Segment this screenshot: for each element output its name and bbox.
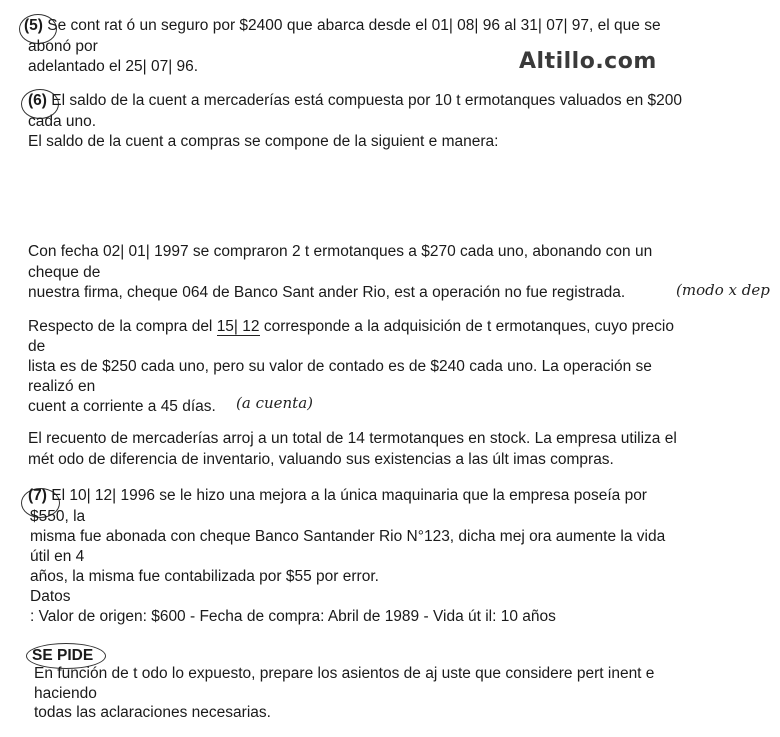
- item-6-p3-line-4: realizó en: [28, 378, 96, 395]
- item-5-line-3: adelantado el 25| 07| 96.: [28, 58, 199, 75]
- se-pide-line-2: haciendo: [34, 685, 97, 702]
- handwritten-note-modo: (modo x dep: [676, 281, 770, 299]
- item-number: (5): [24, 17, 43, 34]
- se-pide-heading: SE PIDE: [32, 647, 94, 664]
- item-6-p2-line-2: cheque de: [28, 264, 101, 281]
- item-7-line-5: años, la misma fue contabilizada por $55 por error.: [30, 568, 379, 585]
- item-6-p2-line-3: nuestra firma, cheque 064 de Banco Sant ander Rio, est a operación no fue registrada.: [28, 284, 626, 301]
- item-6-line-1: (6) El saldo de la cuent a mercaderías está compuesta por 10 t ermotanques valuados en $200: [28, 92, 682, 109]
- item-6-p3-line-2: de: [28, 338, 46, 355]
- item-6-p4-line-1: El recuento de mercaderías arroj a un total de 14 termotanques en stock. La empresa utiliza el: [28, 430, 677, 447]
- item-6-p4-line-2: mét odo de diferencia de inventario, valuando sus existencias a las últ imas compras.: [28, 451, 614, 468]
- item-7-line-2: $550, la: [30, 508, 86, 525]
- item-number: (6): [28, 92, 47, 109]
- se-pide-line-1: En función de t odo lo expuesto, prepare los asientos de aj uste que considere pert inent e: [34, 665, 655, 682]
- item-number: (7): [28, 487, 47, 504]
- handwritten-note-cuenta: (a cuenta): [236, 394, 313, 412]
- se-pide-line-3: todas las aclaraciones necesarias.: [34, 704, 271, 721]
- item-6-p3-line-5: cuent a corriente a 45 días.: [28, 398, 216, 415]
- item-6-line-2: cada uno.: [28, 113, 97, 130]
- underlined-date: 15| 12: [216, 318, 260, 335]
- item-7-line-3: misma fue abonada con cheque Banco Santander Rio N°123, dicha mej ora aumente la vida: [30, 528, 666, 545]
- item-7-line-7: : Valor de origen: $600 - Fecha de compra: Abril de 1989 - Vida út il: 10 años: [30, 608, 556, 625]
- item-7-line-6: Datos: [30, 588, 71, 605]
- watermark-logo: Altillo.com: [519, 49, 657, 74]
- item-7-line-1: (7) El 10| 12| 1996 se le hizo una mejora a la única maquinaria que la empresa poseía por: [28, 487, 647, 504]
- item-7-line-4: útil en 4: [30, 548, 85, 565]
- item-5-line-2: abonó por: [28, 38, 98, 55]
- item-6-p2-line-1: Con fecha 02| 01| 1997 se compraron 2 t ermotanques a $270 cada uno, abonando con un: [28, 243, 653, 260]
- item-5-line-1: (5) Se cont rat ó un seguro por $2400 que abarca desde el 01| 08| 96 al 31| 07| 97, el que se: [24, 17, 661, 34]
- item-6-line-3: El saldo de la cuent a compras se compone de la siguient e manera:: [28, 133, 499, 150]
- item-6-p3-line-3: lista es de $250 cada uno, pero su valor de contado es de $240 cada uno. La operación se: [28, 358, 652, 375]
- item-6-p3-line-1: Respecto de la compra del 15| 12 corresponde a la adquisición de t ermotanques, cuyo precio: [28, 318, 674, 335]
